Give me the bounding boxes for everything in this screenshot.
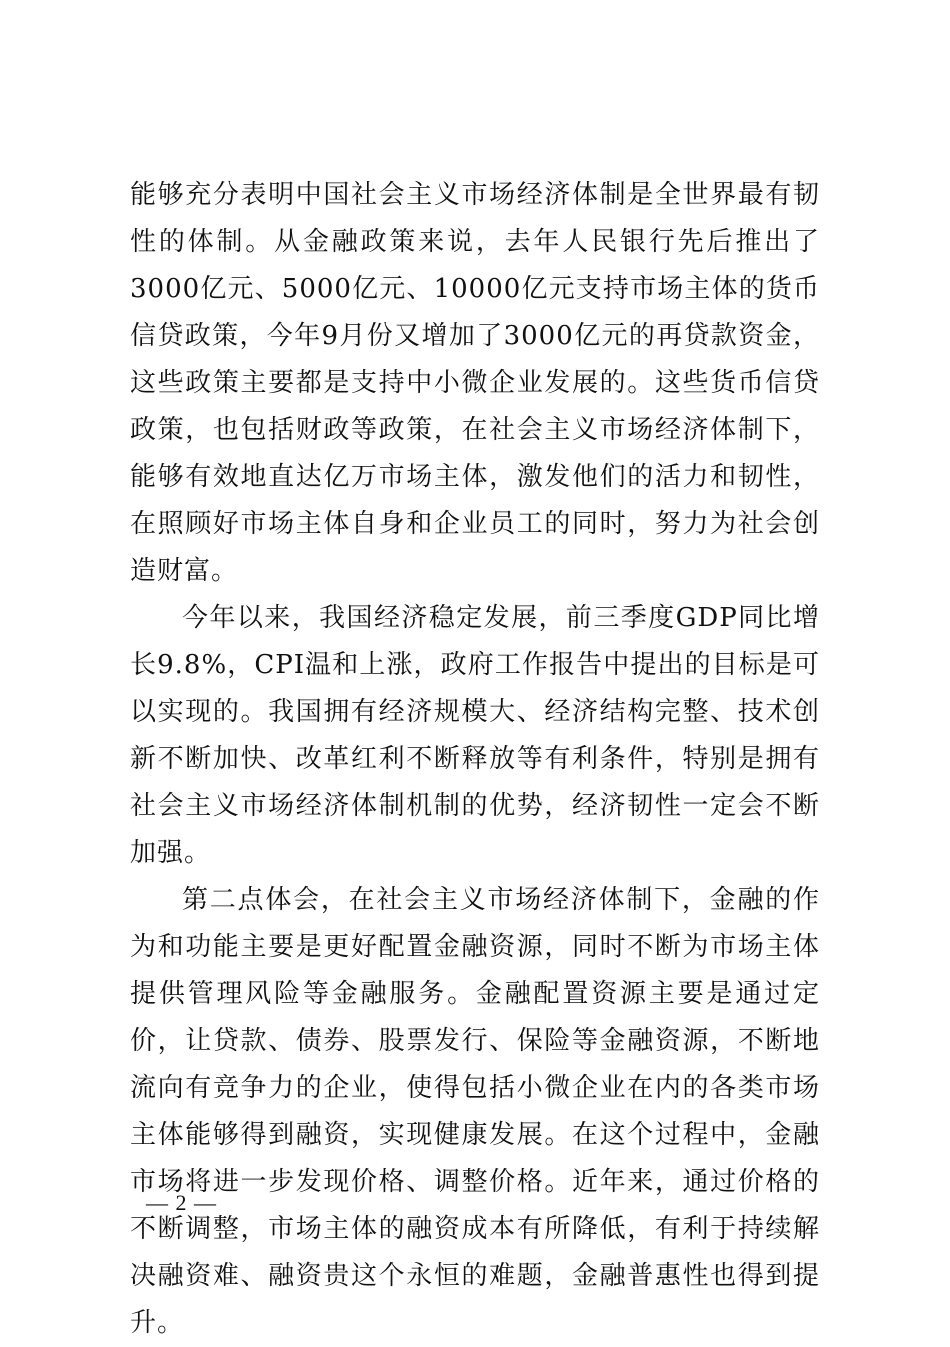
paragraph-continuation: 能够充分表明中国社会主义市场经济体制是全世界最有韧性的体制。从金融政策来说，去年人民银行先后推出了3000亿元、5000亿元、10000亿元支持市场主体的货币信贷政策，今年9月份又增加了3000亿元的再贷款资金，这些政策主要都是支持中小微企业发展的。这些货币信贷政策，也包括财政等政策，在社会主义市场经济体制下，能够有效地直达亿万市场主体，激发他们的活力和韧性，在照顾好市场主体自身和企业员工的同时，努力为社会创造财富。 [130, 180, 820, 586]
paragraph-second-point: 第二点体会，在社会主义市场经济体制下，金融的作为和功能主要是更好配置金融资源，同时不断为市场主体提供管理风险等金融服务。金融配置资源主要是通过定价，让贷款、债券、股票发行、保险等金融资源，不断地流向有竞争力的企业，使得包括小微企业在内的各类市场主体能够得到融资，实现健康发展。在这个过程中，金融市场将进一步发现价格、调整价格。近年来，通过价格的不断调整，市场主体的融资成本有所降低，有利于持续解决融资难、融资贵这个永恒的难题，金融普惠性也得到提升。 [130, 885, 820, 1338]
page-number: — 2 — [146, 1190, 217, 1215]
paragraph-economic-growth: 今年以来，我国经济稳定发展，前三季度GDP同比增长9.8%，CPI温和上涨，政府工作报告中提出的目标是可以实现的。我国拥有经济规模大、经济结构完整、技术创新不断加快、改革红利不断释放等有利条件，特别是拥有社会主义市场经济体制机制的优势，经济韧性一定会不断加强。 [130, 603, 820, 868]
body-text [130, 172, 820, 1347]
